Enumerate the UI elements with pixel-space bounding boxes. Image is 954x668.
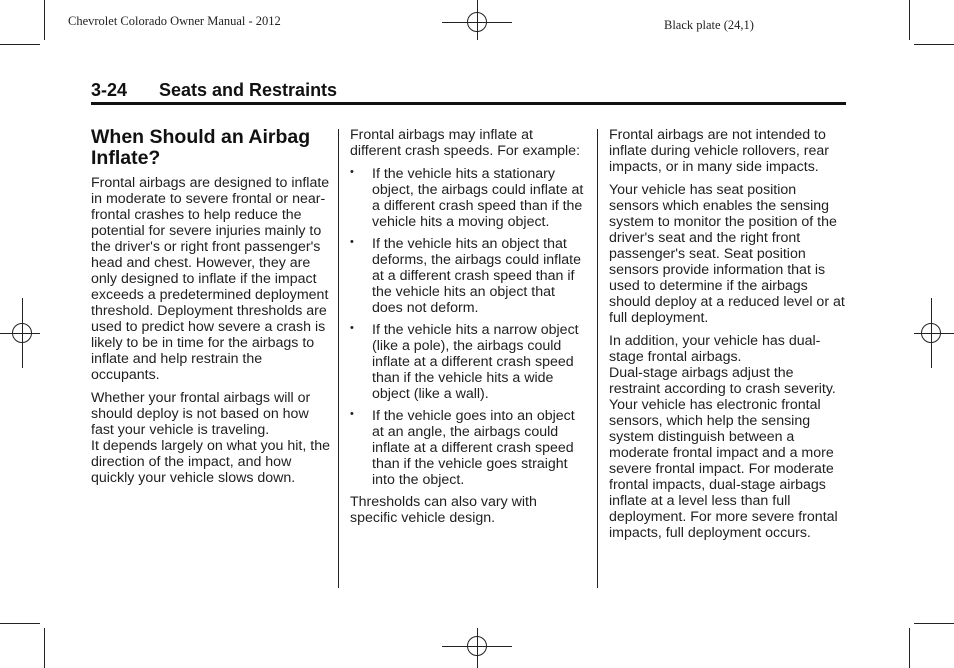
column-divider xyxy=(597,129,598,588)
registration-circle xyxy=(467,636,487,656)
print-slug-right: Black plate (24,1) xyxy=(664,18,754,32)
bullet-icon: • xyxy=(350,322,354,334)
bullet-list xyxy=(350,166,586,488)
registration-circle xyxy=(921,323,941,343)
header-rule xyxy=(91,102,846,105)
crop-mark xyxy=(909,628,910,668)
paragraph: In addition, your vehicle has dual-stage frontal airbags. xyxy=(609,333,821,365)
paragraph: Frontal airbags may inflate at different crash speeds. For example: xyxy=(350,127,581,159)
registration-circle xyxy=(12,323,32,343)
text-column-2 xyxy=(350,127,586,533)
paragraph: Thresholds can also vary with specific vehicle design. xyxy=(350,494,537,526)
list-item-text: If the vehicle hits an object that deforms, the airbags could inflate at a different crash speed than if the vehicle hits an object that does not deform. xyxy=(372,236,581,316)
bullet-icon: • xyxy=(350,408,354,420)
running-header xyxy=(91,80,846,102)
section-title: Seats and Restraints xyxy=(159,80,338,100)
page-number: 3-24 xyxy=(91,80,128,100)
paragraph: It depends largely on what you hit, the direction of the impact, and how quickly your vehicle slows down. xyxy=(91,438,330,486)
text-column-3 xyxy=(609,127,847,548)
list-item-text: If the vehicle goes into an object at an angle, the airbags could inflate at a different crash speed than if the vehicle goes straight into the object. xyxy=(372,408,575,488)
crop-mark xyxy=(909,0,910,40)
print-slug-left: Chevrolet Colorado Owner Manual - 2012 xyxy=(68,14,281,28)
list-item xyxy=(350,236,586,316)
list-item-text: If the vehicle hits a stationary object, the airbags could inflate at a different crash speed than if the vehicle hits a moving object. xyxy=(372,166,584,230)
crop-mark xyxy=(0,44,40,45)
crop-mark xyxy=(914,623,954,624)
list-item xyxy=(350,408,586,488)
paragraph: Whether your frontal airbags will or should deploy is not based on how fast your vehicle is traveling. xyxy=(91,390,311,438)
list-item xyxy=(350,166,586,230)
registration-circle xyxy=(467,12,487,32)
crop-mark xyxy=(0,623,40,624)
subsection-heading: When Should an Airbag Inflate? xyxy=(91,126,311,169)
column-divider xyxy=(338,129,339,588)
text-column-1 xyxy=(91,127,331,493)
crop-mark xyxy=(44,628,45,668)
bullet-icon: • xyxy=(350,166,354,178)
crop-mark xyxy=(914,44,954,45)
paragraph: Frontal airbags are not intended to inflate during vehicle rollovers, rear impacts, or in many side impacts. xyxy=(609,127,830,175)
list-item xyxy=(350,322,586,402)
paragraph: Dual-stage airbags adjust the restraint according to crash severity. Your vehicle has electronic frontal sensors, which help the sensing system distinguish between a moderate frontal impact and a more severe frontal impact. For moderate frontal impacts, dual-stage airbags inflate at a level less than full deployment. For more severe frontal impacts, full deployment occurs. xyxy=(609,365,838,541)
crop-mark xyxy=(44,0,45,40)
list-item-text: If the vehicle hits a narrow object (like a pole), the airbags could inflate at a different crash speed than if the vehicle hits a wide object (like a wall). xyxy=(372,322,579,402)
bullet-icon: • xyxy=(350,236,354,248)
paragraph: Frontal airbags are designed to inflate in moderate to severe frontal or near-frontal crashes to help reduce the potential for severe injuries mainly to the driver's or right front passenger's head and chest. However, they are only designed to inflate if the impact exceeds a predetermined deployment threshold. Deployment thresholds are used to predict how severe a crash is likely to be in time for the airbags to inflate and help restrain the occupants. xyxy=(91,175,330,383)
paragraph: Your vehicle has seat position sensors which enables the sensing system to monitor the position of the driver's seat and the right front passenger's seat. Seat position sensors provide information that is used to determine if the airbags should deploy at a reduced level or at full deployment. xyxy=(609,182,845,326)
